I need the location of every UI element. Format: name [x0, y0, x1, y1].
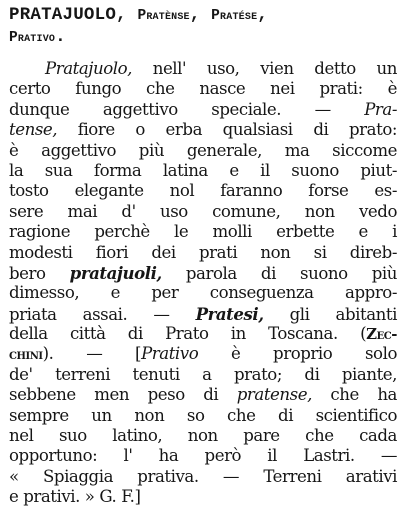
- headword-period: .: [55, 27, 66, 47]
- body-line: « Spiaggia prativa. — Terreni arativi: [9, 466, 397, 486]
- headword-pratajuolo: PRATAJUOLO: [9, 5, 117, 25]
- body-line: priata assai. — Pratesi, gli abitanti: [9, 303, 397, 324]
- headword-separator: ,: [116, 5, 138, 25]
- body-line: dunque aggettivo speciale. — Pra-: [9, 99, 397, 119]
- term-pratajuolo: Pratajuolo,: [45, 59, 132, 78]
- entry-body: [9, 59, 397, 508]
- body-line: sempre un non so che di scientifico: [9, 405, 397, 425]
- headword-separator: ,: [189, 5, 212, 25]
- body-line: modesti fiori dei prati non si direb-: [9, 242, 397, 262]
- body-line: bero pratajuoli, parola di suono più: [9, 262, 398, 283]
- headword-pratese: Pratése: [211, 8, 258, 24]
- entry-headword: [9, 5, 397, 49]
- term-pratense: tense,: [9, 120, 58, 140]
- body-line: ragione perchè le molli erbette e i: [9, 222, 397, 242]
- term-pratense: Pra-: [364, 99, 397, 119]
- body-line: la sua forma latina e il suono piut-: [9, 160, 397, 180]
- dictionary-entry: [9, 5, 397, 508]
- body-line: Pratajuolo, nell' uso, vien detto un: [45, 59, 397, 78]
- body-line: tense, fiore o erba qualsiasi di prato:: [9, 120, 397, 140]
- headword-pratense: Pratènse: [137, 8, 190, 24]
- term-pratesi: Pratesi,: [195, 303, 264, 324]
- body-line: della città di Prato in Toscana. (Zec-: [9, 324, 397, 344]
- body-line: è aggettivo più generale, ma siccome: [9, 140, 397, 160]
- author-zecchini: chini: [9, 345, 43, 364]
- body-line: e prativi. » G. F.]: [9, 487, 141, 507]
- body-line: certo fungo che nasce nei prati: è: [9, 79, 397, 99]
- headword-prativo: Prativo: [9, 30, 56, 46]
- body-line: sebbene men peso di pratense, che ha: [9, 385, 397, 405]
- author-zecchini: Zec-: [366, 325, 397, 344]
- body-line: tosto elegante nol faranno forse es-: [9, 181, 397, 201]
- headword-separator: ,: [257, 5, 268, 25]
- body-line: dimesso, e per conseguenza appro-: [9, 283, 397, 303]
- body-line: nel suo latino, non pare che cada: [9, 426, 397, 446]
- term-pratense: pratense,: [236, 385, 312, 405]
- body-line: sere mai d' uso comune, non vedo: [9, 201, 397, 221]
- term-prativo: Prativo: [141, 344, 199, 364]
- term-pratajuoli: pratajuoli,: [69, 262, 162, 283]
- body-line: opportuno: l' ha però il Lastri. —: [9, 446, 397, 466]
- body-line: de' terreni tenuti a prato; di piante,: [9, 364, 397, 384]
- body-line: chini). — [Prativo è proprio solo: [9, 344, 397, 364]
